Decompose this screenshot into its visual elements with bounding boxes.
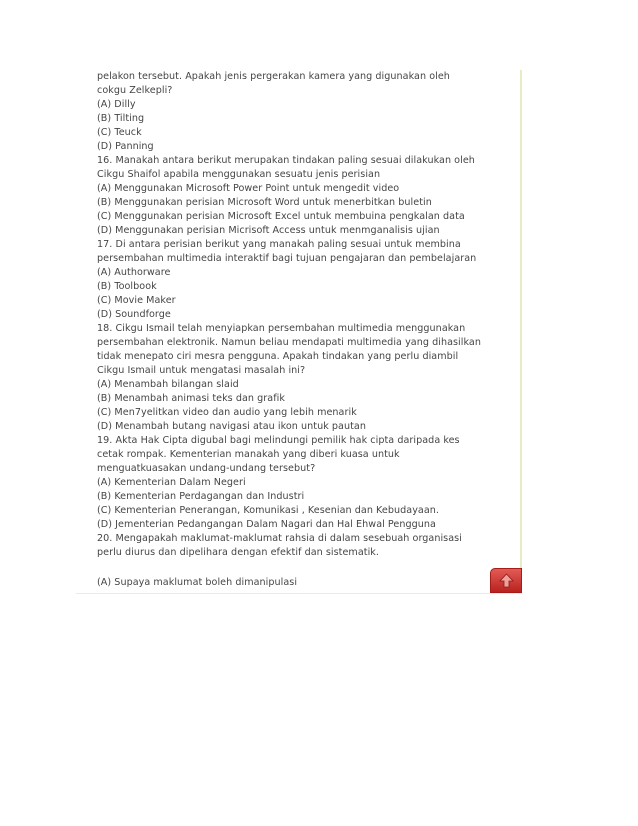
option-line: (A) Dilly	[97, 99, 136, 110]
text-line: cokgu Zelkepli?	[97, 85, 173, 96]
option-line: (D) Panning	[97, 141, 154, 152]
text-line: pelakon tersebut. Apakah jenis pergerakan kamera yang digunakan oleh	[97, 71, 450, 82]
option-line: (B) Kementerian Perdagangan dan Industri	[97, 491, 305, 502]
option-line: (A) Menggunakan Microsoft Power Point untuk mengedit video	[97, 183, 400, 194]
up-arrow-icon	[499, 573, 514, 588]
option-line: (B) Menambah animasi teks dan grafik	[97, 393, 285, 404]
question-line: persembahan multimedia interaktif bagi tujuan pengajaran dan pembelajaran	[97, 253, 477, 264]
option-line: (D) Menggunakan perisian Micrisoft Access untuk menmganalisis ujian	[97, 225, 440, 236]
option-line: (C) Teuck	[97, 127, 142, 138]
question-line: persembahan elektronik. Namun beliau mendapati multimedia yang dihasilkan	[97, 337, 481, 348]
option-line: (C) Men7yelitkan video dan audio yang lebih menarik	[97, 407, 357, 418]
question-line: 17. Di antara perisian berikut yang manakah paling sesuai untuk membina	[97, 239, 461, 250]
content-bottom-divider	[76, 593, 522, 594]
question-line: tidak menepato ciri mesra pengguna. Apakah tindakan yang perlu diambil	[97, 351, 459, 362]
question-line: 19. Akta Hak Cipta digubal bagi melindungi pemilik hak cipta daripada kes	[97, 435, 460, 446]
option-line: (D) Soundforge	[97, 309, 171, 320]
option-line: (A) Authorware	[97, 267, 171, 278]
option-line: (C) Menggunakan perisian Microsoft Excel untuk membuina pengkalan data	[97, 211, 465, 222]
scroll-to-top-button[interactable]	[490, 568, 522, 593]
question-line: cetak rompak. Kementerian manakah yang diberi kuasa untuk	[97, 449, 400, 460]
option-line: (B) Toolbook	[97, 281, 157, 292]
question-line: menguatkuasakan undang-undang tersebut?	[97, 463, 316, 474]
option-line: (A) Kementerian Dalam Negeri	[97, 477, 246, 488]
question-line: 16. Manakah antara berikut merupakan tindakan paling sesuai dilakukan oleh	[97, 155, 475, 166]
question-line: perlu diurus dan dipelihara dengan efektif dan sistematik.	[97, 547, 379, 558]
option-line: (C) Kementerian Penerangan, Komunikasi , Kesenian dan Kebudayaan.	[97, 505, 440, 516]
question-text-panel	[97, 70, 523, 594]
question-line: 18. Cikgu Ismail telah menyiapkan persembahan multimedia menggunakan	[97, 323, 466, 334]
option-line: (C) Movie Maker	[97, 295, 176, 306]
question-line: 20. Mengapakah maklumat-maklumat rahsia di dalam sesebuah organisasi	[97, 533, 462, 544]
option-line: (B) Menggunakan perisian Microsoft Word untuk menerbitkan buletin	[97, 197, 432, 208]
option-line: (D) Menambah butang navigasi atau ikon untuk pautan	[97, 421, 366, 432]
content-right-border	[520, 70, 522, 594]
question-line: Cikgu Shaifol apabila menggunakan sesuatu jenis perisian	[97, 169, 381, 180]
option-line: (B) Tilting	[97, 113, 145, 124]
option-line: (A) Supaya maklumat boleh dimanipulasi	[97, 577, 298, 588]
option-line: (A) Menambah bilangan slaid	[97, 379, 239, 390]
option-line: (D) Jementerian Pedangangan Dalam Nagari dan Hal Ehwal Pengguna	[97, 519, 436, 530]
question-line: Cikgu Ismail untuk mengatasi masalah ini?	[97, 365, 306, 376]
